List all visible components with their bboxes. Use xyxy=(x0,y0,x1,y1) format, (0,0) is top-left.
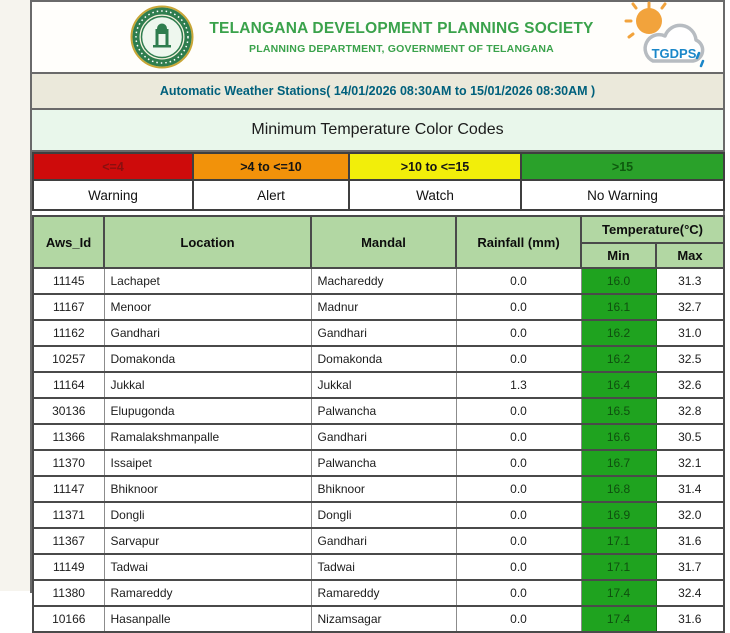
cell-location: Domakonda xyxy=(104,346,311,372)
cell-min: 17.1 xyxy=(581,528,656,554)
cell-mandal: Machareddy xyxy=(311,268,456,294)
cell-location: Lachapet xyxy=(104,268,311,294)
legend-range-alert: >4 to <=10 xyxy=(193,153,349,180)
sun-icon xyxy=(626,3,665,37)
cell-min: 16.8 xyxy=(581,476,656,502)
cell-max: 31.6 xyxy=(656,606,724,632)
col-header-rainfall: Rainfall (mm) xyxy=(456,216,581,268)
col-header-max: Max xyxy=(656,243,724,268)
table-row xyxy=(33,476,724,502)
telangana-emblem-icon xyxy=(130,5,194,69)
cell-mandal: Ramareddy xyxy=(311,580,456,606)
cell-rainfall: 0.0 xyxy=(456,346,581,372)
cell-location: Hasanpalle xyxy=(104,606,311,632)
table-row xyxy=(33,424,724,450)
cell-rainfall: 0.0 xyxy=(456,554,581,580)
weather-table-wrap xyxy=(32,215,723,626)
cell-max: 32.0 xyxy=(656,502,724,528)
col-header-mandal: Mandal xyxy=(311,216,456,268)
cell-rainfall: 0.0 xyxy=(456,424,581,450)
cell-rainfall: 0.0 xyxy=(456,294,581,320)
cell-location: Ramareddy xyxy=(104,580,311,606)
cell-mandal: Palwancha xyxy=(311,398,456,424)
tgdps-label: TGDPS xyxy=(651,46,697,61)
cell-mandal: Gandhari xyxy=(311,528,456,554)
cell-rainfall: 0.0 xyxy=(456,450,581,476)
cell-rainfall: 0.0 xyxy=(456,320,581,346)
cell-mandal: Gandhari xyxy=(311,320,456,346)
legend-range-row xyxy=(33,153,724,180)
color-codes-title: Minimum Temperature Color Codes xyxy=(251,121,504,138)
table-row xyxy=(33,294,724,320)
stations-banner-text: Automatic Weather Stations( 14/01/2026 08:30AM to 15/01/2026 08:30AM ) xyxy=(159,84,596,98)
table-row xyxy=(33,346,724,372)
cell-max: 32.4 xyxy=(656,580,724,606)
report-frame xyxy=(30,0,725,626)
cell-location: Menoor xyxy=(104,294,311,320)
cell-location: Elupugonda xyxy=(104,398,311,424)
table-row xyxy=(33,450,724,476)
cell-aws-id: 11380 xyxy=(33,580,104,606)
cell-max: 30.5 xyxy=(656,424,724,450)
col-header-aws-id: Aws_Id xyxy=(33,216,104,268)
cell-max: 32.5 xyxy=(656,346,724,372)
cell-location: Jukkal xyxy=(104,372,311,398)
cell-mandal: Domakonda xyxy=(311,346,456,372)
cell-max: 31.6 xyxy=(656,528,724,554)
cell-max: 31.3 xyxy=(656,268,724,294)
cell-location: Bhiknoor xyxy=(104,476,311,502)
page-left-margin xyxy=(0,0,30,591)
table-row xyxy=(33,372,724,398)
cell-mandal: Jukkal xyxy=(311,372,456,398)
cell-aws-id: 11366 xyxy=(33,424,104,450)
legend-range-warning: <=4 xyxy=(33,153,193,180)
header xyxy=(32,2,723,74)
table-row xyxy=(33,580,724,606)
cell-mandal: Tadwai xyxy=(311,554,456,580)
temperature-color-legend xyxy=(32,152,725,211)
cell-aws-id: 11145 xyxy=(33,268,104,294)
table-row xyxy=(33,268,724,294)
legend-status-alert: Alert xyxy=(193,180,349,210)
cell-aws-id: 11167 xyxy=(33,294,104,320)
cell-location: Issaipet xyxy=(104,450,311,476)
cell-max: 31.4 xyxy=(656,476,724,502)
cell-mandal: Madnur xyxy=(311,294,456,320)
cell-aws-id: 11371 xyxy=(33,502,104,528)
table-row xyxy=(33,554,724,580)
legend-range-watch: >10 to <=15 xyxy=(349,153,521,180)
cell-location: Ramalakshmanpalle xyxy=(104,424,311,450)
cell-min: 16.6 xyxy=(581,424,656,450)
legend-range-no-warning: >15 xyxy=(521,153,724,180)
cell-max: 32.8 xyxy=(656,398,724,424)
table-header-row xyxy=(33,216,724,243)
cell-max: 32.6 xyxy=(656,372,724,398)
table-row xyxy=(33,398,724,424)
cell-mandal: Nizamsagar xyxy=(311,606,456,632)
cell-min: 16.2 xyxy=(581,346,656,372)
weather-stations-table xyxy=(32,215,725,633)
cell-aws-id: 11367 xyxy=(33,528,104,554)
cell-location: Gandhari xyxy=(104,320,311,346)
cell-aws-id: 11162 xyxy=(33,320,104,346)
legend-status-warning: Warning xyxy=(33,180,193,210)
cell-min: 17.4 xyxy=(581,606,656,632)
cell-mandal: Palwancha xyxy=(311,450,456,476)
legend-status-row xyxy=(33,180,724,210)
cell-min: 16.7 xyxy=(581,450,656,476)
cell-rainfall: 0.0 xyxy=(456,528,581,554)
cell-min: 16.9 xyxy=(581,502,656,528)
cell-min: 16.2 xyxy=(581,320,656,346)
stations-banner xyxy=(32,74,723,110)
table-row xyxy=(33,528,724,554)
col-header-min: Min xyxy=(581,243,656,268)
cell-rainfall: 0.0 xyxy=(456,476,581,502)
cell-mandal: Dongli xyxy=(311,502,456,528)
table-row xyxy=(33,502,724,528)
cell-rainfall: 0.0 xyxy=(456,268,581,294)
cell-aws-id: 11147 xyxy=(33,476,104,502)
cell-max: 32.1 xyxy=(656,450,724,476)
header-titles xyxy=(194,20,619,55)
org-subtitle: PLANNING DEPARTMENT, GOVERNMENT OF TELANGANA xyxy=(249,42,554,55)
cell-aws-id: 11149 xyxy=(33,554,104,580)
legend-status-no-warning: No Warning xyxy=(521,180,724,210)
cell-min: 16.4 xyxy=(581,372,656,398)
cell-aws-id: 11370 xyxy=(33,450,104,476)
color-codes-banner xyxy=(32,110,723,152)
cell-min: 17.1 xyxy=(581,554,656,580)
cell-max: 32.7 xyxy=(656,294,724,320)
cell-location: Sarvapur xyxy=(104,528,311,554)
cell-min: 17.4 xyxy=(581,580,656,606)
cell-min: 16.0 xyxy=(581,268,656,294)
cell-rainfall: 0.0 xyxy=(456,580,581,606)
cell-aws-id: 11164 xyxy=(33,372,104,398)
table-row xyxy=(33,320,724,346)
cell-min: 16.1 xyxy=(581,294,656,320)
cell-aws-id: 10166 xyxy=(33,606,104,632)
col-header-location: Location xyxy=(104,216,311,268)
cell-location: Dongli xyxy=(104,502,311,528)
cell-rainfall: 1.3 xyxy=(456,372,581,398)
cell-max: 31.7 xyxy=(656,554,724,580)
cell-max: 31.0 xyxy=(656,320,724,346)
cell-mandal: Bhiknoor xyxy=(311,476,456,502)
col-header-temperature: Temperature(°C) xyxy=(581,216,724,243)
cell-mandal: Gandhari xyxy=(311,424,456,450)
cell-location: Tadwai xyxy=(104,554,311,580)
table-body xyxy=(33,268,724,632)
table-row xyxy=(33,606,724,632)
legend-status-watch: Watch xyxy=(349,180,521,210)
cell-aws-id: 10257 xyxy=(33,346,104,372)
cell-min: 16.5 xyxy=(581,398,656,424)
cell-rainfall: 0.0 xyxy=(456,398,581,424)
cell-aws-id: 30136 xyxy=(33,398,104,424)
cell-rainfall: 0.0 xyxy=(456,606,581,632)
cell-rainfall: 0.0 xyxy=(456,502,581,528)
tgdps-weather-logo-icon xyxy=(619,3,719,71)
org-title: TELANGANA DEVELOPMENT PLANNING SOCIETY xyxy=(209,19,594,37)
